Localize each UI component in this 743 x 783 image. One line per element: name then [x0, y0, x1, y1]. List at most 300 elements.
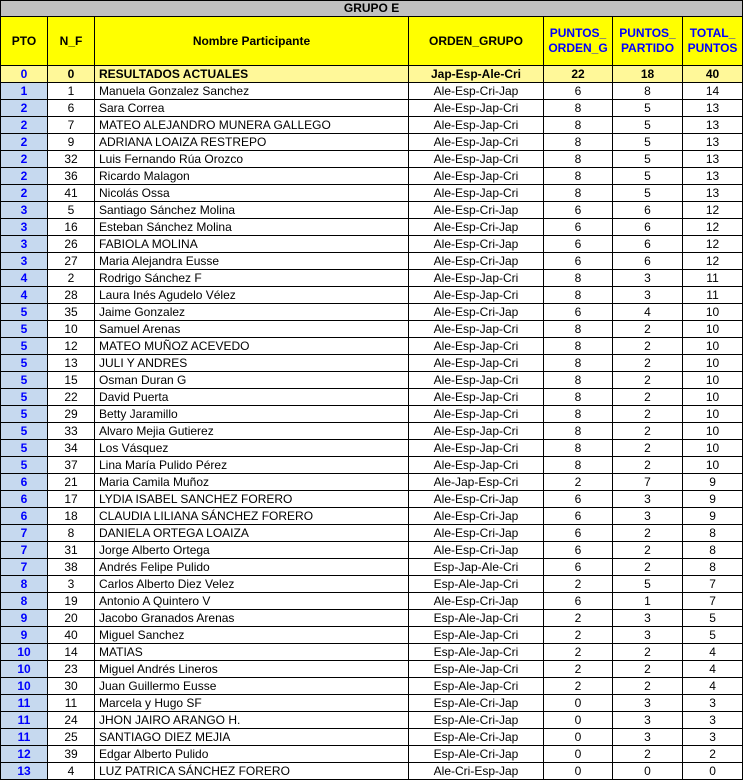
cell-nf: 22: [48, 389, 95, 406]
cell-pto: 0: [1, 66, 48, 83]
header-nf: N_F: [48, 17, 95, 66]
table-row: [1, 185, 743, 202]
cell-total: 3: [683, 712, 743, 729]
cell-puntos-orden: 2: [544, 610, 613, 627]
cell-nf: 19: [48, 593, 95, 610]
cell-total: 9: [683, 508, 743, 525]
cell-total: 8: [683, 525, 743, 542]
cell-name: CLAUDIA LILIANA SÁNCHEZ FORERO: [95, 508, 409, 525]
cell-nf: 8: [48, 525, 95, 542]
cell-orden: Ale-Esp-Jap-Cri: [409, 457, 544, 474]
cell-total: 4: [683, 678, 743, 695]
cell-total: 10: [683, 372, 743, 389]
cell-total: 7: [683, 593, 743, 610]
cell-orden: Esp-Ale-Cri-Jap: [409, 712, 544, 729]
cell-nf: 34: [48, 440, 95, 457]
cell-nf: 14: [48, 644, 95, 661]
cell-nf: 2: [48, 270, 95, 287]
cell-pto: 10: [1, 678, 48, 695]
table-row: [1, 83, 743, 100]
cell-pto: 2: [1, 185, 48, 202]
cell-orden: Ale-Esp-Jap-Cri: [409, 270, 544, 287]
cell-orden: Ale-Esp-Cri-Jap: [409, 219, 544, 236]
cell-puntos-partido: 2: [613, 355, 683, 372]
cell-puntos-partido: 18: [613, 66, 683, 83]
cell-nf: 26: [48, 236, 95, 253]
cell-puntos-partido: 3: [613, 729, 683, 746]
cell-pto: 6: [1, 491, 48, 508]
cell-puntos-orden: 8: [544, 134, 613, 151]
table-row: [1, 661, 743, 678]
table-row: [1, 287, 743, 304]
cell-pto: 6: [1, 508, 48, 525]
cell-puntos-partido: 2: [613, 389, 683, 406]
cell-puntos-partido: 2: [613, 338, 683, 355]
cell-total: 2: [683, 746, 743, 763]
cell-pto: 4: [1, 287, 48, 304]
cell-total: 8: [683, 542, 743, 559]
cell-name: Miguel Sanchez: [95, 627, 409, 644]
table-row: [1, 457, 743, 474]
cell-puntos-orden: 8: [544, 168, 613, 185]
cell-name: JHON JAIRO ARANGO H.: [95, 712, 409, 729]
cell-puntos-orden: 2: [544, 661, 613, 678]
cell-puntos-orden: 2: [544, 644, 613, 661]
cell-puntos-partido: 6: [613, 219, 683, 236]
table-row: [1, 440, 743, 457]
table-row: [1, 729, 743, 746]
cell-name: Esteban Sánchez Molina: [95, 219, 409, 236]
cell-total: 13: [683, 100, 743, 117]
cell-nf: 6: [48, 100, 95, 117]
cell-nf: 23: [48, 661, 95, 678]
cell-puntos-partido: 2: [613, 542, 683, 559]
cell-orden: Esp-Jap-Ale-Cri: [409, 559, 544, 576]
cell-puntos-partido: 2: [613, 423, 683, 440]
cell-puntos-orden: 6: [544, 202, 613, 219]
cell-puntos-partido: 0: [613, 763, 683, 780]
cell-name: Osman Duran G: [95, 372, 409, 389]
cell-orden: Ale-Esp-Jap-Cri: [409, 134, 544, 151]
cell-puntos-orden: 0: [544, 729, 613, 746]
cell-pto: 3: [1, 236, 48, 253]
cell-nf: 0: [48, 66, 95, 83]
cell-puntos-partido: 2: [613, 525, 683, 542]
cell-puntos-partido: 2: [613, 661, 683, 678]
cell-total: 10: [683, 440, 743, 457]
cell-name: Jaime Gonzalez: [95, 304, 409, 321]
cell-pto: 5: [1, 321, 48, 338]
table-row: [1, 253, 743, 270]
cell-nf: 20: [48, 610, 95, 627]
cell-total: 12: [683, 202, 743, 219]
cell-puntos-partido: 2: [613, 559, 683, 576]
cell-pto: 2: [1, 168, 48, 185]
table-row: [1, 389, 743, 406]
cell-name: Santiago Sánchez Molina: [95, 202, 409, 219]
table-row: [1, 134, 743, 151]
cell-puntos-orden: 8: [544, 389, 613, 406]
cell-puntos-partido: 2: [613, 406, 683, 423]
table-row: [1, 117, 743, 134]
table-row: [1, 678, 743, 695]
cell-name: MATIAS: [95, 644, 409, 661]
table-row: [1, 559, 743, 576]
cell-orden: Ale-Jap-Esp-Cri: [409, 474, 544, 491]
cell-pto: 5: [1, 457, 48, 474]
cell-puntos-orden: 2: [544, 627, 613, 644]
cell-puntos-orden: 8: [544, 287, 613, 304]
cell-puntos-partido: 2: [613, 372, 683, 389]
cell-puntos-partido: 7: [613, 474, 683, 491]
cell-puntos-partido: 3: [613, 287, 683, 304]
cell-puntos-partido: 8: [613, 83, 683, 100]
cell-puntos-orden: 6: [544, 593, 613, 610]
cell-total: 12: [683, 236, 743, 253]
cell-orden: Esp-Ale-Jap-Cri: [409, 678, 544, 695]
cell-total: 11: [683, 270, 743, 287]
cell-puntos-partido: 6: [613, 202, 683, 219]
cell-puntos-orden: 8: [544, 117, 613, 134]
cell-nf: 16: [48, 219, 95, 236]
table-row: [1, 151, 743, 168]
cell-orden: Esp-Ale-Cri-Jap: [409, 729, 544, 746]
cell-orden: Ale-Esp-Cri-Jap: [409, 304, 544, 321]
cell-nf: 11: [48, 695, 95, 712]
cell-pto: 7: [1, 525, 48, 542]
cell-name: Edgar Alberto Pulido: [95, 746, 409, 763]
cell-total: 4: [683, 661, 743, 678]
cell-nf: 7: [48, 117, 95, 134]
cell-puntos-partido: 5: [613, 134, 683, 151]
cell-puntos-partido: 5: [613, 151, 683, 168]
header-puntos-orden: PUNTOS_ ORDEN_G: [544, 17, 613, 66]
cell-orden: Ale-Esp-Cri-Jap: [409, 253, 544, 270]
cell-puntos-orden: 0: [544, 695, 613, 712]
cell-total: 40: [683, 66, 743, 83]
cell-puntos-orden: 6: [544, 253, 613, 270]
cell-orden: Ale-Esp-Cri-Jap: [409, 525, 544, 542]
cell-puntos-orden: 0: [544, 763, 613, 780]
cell-nf: 24: [48, 712, 95, 729]
cell-name: Lina María Pulido Pérez: [95, 457, 409, 474]
cell-nf: 40: [48, 627, 95, 644]
cell-name: Marcela y Hugo SF: [95, 695, 409, 712]
table-row: [1, 695, 743, 712]
cell-puntos-partido: 3: [613, 508, 683, 525]
table-row: [1, 491, 743, 508]
cell-name: LYDIA ISABEL SANCHEZ FORERO: [95, 491, 409, 508]
cell-puntos-orden: 6: [544, 508, 613, 525]
cell-orden: Esp-Ale-Cri-Jap: [409, 746, 544, 763]
cell-nf: 12: [48, 338, 95, 355]
cell-name: David Puerta: [95, 389, 409, 406]
cell-puntos-partido: 6: [613, 253, 683, 270]
table-row: [1, 746, 743, 763]
cell-orden: Esp-Ale-Jap-Cri: [409, 627, 544, 644]
cell-puntos-partido: 5: [613, 576, 683, 593]
cell-nf: 37: [48, 457, 95, 474]
cell-total: 13: [683, 151, 743, 168]
cell-puntos-orden: 6: [544, 559, 613, 576]
cell-name: JULI Y ANDRES: [95, 355, 409, 372]
cell-puntos-orden: 8: [544, 440, 613, 457]
cell-orden: Ale-Esp-Jap-Cri: [409, 185, 544, 202]
table-row: [1, 338, 743, 355]
cell-nf: 10: [48, 321, 95, 338]
cell-puntos-partido: 5: [613, 185, 683, 202]
cell-name: Manuela Gonzalez Sanchez: [95, 83, 409, 100]
cell-orden: Ale-Esp-Cri-Jap: [409, 542, 544, 559]
cell-nf: 15: [48, 372, 95, 389]
cell-orden: Ale-Esp-Cri-Jap: [409, 236, 544, 253]
cell-pto: 11: [1, 712, 48, 729]
cell-puntos-orden: 8: [544, 270, 613, 287]
cell-puntos-partido: 3: [613, 627, 683, 644]
cell-nf: 5: [48, 202, 95, 219]
cell-orden: Esp-Ale-Jap-Cri: [409, 644, 544, 661]
cell-puntos-orden: 2: [544, 678, 613, 695]
header-orden: ORDEN_GRUPO: [409, 17, 544, 66]
cell-puntos-orden: 8: [544, 151, 613, 168]
cell-puntos-orden: 8: [544, 100, 613, 117]
table-row: [1, 202, 743, 219]
cell-orden: Ale-Esp-Jap-Cri: [409, 389, 544, 406]
cell-pto: 10: [1, 644, 48, 661]
cell-pto: 11: [1, 695, 48, 712]
header-puntos-partido: PUNTOS_ PARTIDO: [613, 17, 683, 66]
header-name: Nombre Participante: [95, 17, 409, 66]
cell-name: Maria Camila Muñoz: [95, 474, 409, 491]
cell-nf: 29: [48, 406, 95, 423]
cell-name: FABIOLA MOLINA: [95, 236, 409, 253]
table-row: [1, 270, 743, 287]
cell-orden: Ale-Esp-Cri-Jap: [409, 202, 544, 219]
cell-name: Maria Alejandra Eusse: [95, 253, 409, 270]
cell-orden: Ale-Esp-Cri-Jap: [409, 508, 544, 525]
cell-total: 13: [683, 134, 743, 151]
cell-name: Antonio A Quintero V: [95, 593, 409, 610]
cell-total: 8: [683, 559, 743, 576]
cell-puntos-partido: 6: [613, 236, 683, 253]
cell-name: ADRIANA LOAIZA RESTREPO: [95, 134, 409, 151]
cell-nf: 39: [48, 746, 95, 763]
cell-orden: Ale-Esp-Jap-Cri: [409, 117, 544, 134]
cell-pto: 8: [1, 593, 48, 610]
cell-total: 10: [683, 355, 743, 372]
cell-nf: 33: [48, 423, 95, 440]
cell-orden: Ale-Esp-Cri-Jap: [409, 593, 544, 610]
table-row: [1, 406, 743, 423]
table-row: [1, 168, 743, 185]
cell-orden: Esp-Ale-Jap-Cri: [409, 576, 544, 593]
cell-orden: Ale-Esp-Jap-Cri: [409, 168, 544, 185]
cell-name: Los Vásquez: [95, 440, 409, 457]
cell-puntos-partido: 2: [613, 457, 683, 474]
cell-total: 13: [683, 185, 743, 202]
cell-total: 3: [683, 695, 743, 712]
cell-puntos-partido: 2: [613, 644, 683, 661]
cell-puntos-orden: 0: [544, 712, 613, 729]
cell-pto: 4: [1, 270, 48, 287]
cell-orden: Esp-Ale-Jap-Cri: [409, 610, 544, 627]
cell-orden: Ale-Esp-Jap-Cri: [409, 355, 544, 372]
table-row: [1, 100, 743, 117]
cell-puntos-partido: 5: [613, 117, 683, 134]
table-row: [1, 321, 743, 338]
cell-pto: 10: [1, 661, 48, 678]
cell-pto: 9: [1, 610, 48, 627]
cell-total: 11: [683, 287, 743, 304]
cell-name: Betty Jaramillo: [95, 406, 409, 423]
cell-name: LUZ PATRICA SÁNCHEZ FORERO: [95, 763, 409, 780]
cell-name: Luis Fernando Rúa Orozco: [95, 151, 409, 168]
cell-puntos-partido: 5: [613, 100, 683, 117]
cell-puntos-orden: 8: [544, 406, 613, 423]
cell-pto: 12: [1, 746, 48, 763]
table-row: [1, 542, 743, 559]
cell-orden: Ale-Esp-Cri-Jap: [409, 491, 544, 508]
cell-total: 9: [683, 491, 743, 508]
cell-puntos-partido: 2: [613, 440, 683, 457]
table-row: [1, 423, 743, 440]
cell-puntos-orden: 6: [544, 491, 613, 508]
cell-name: Ricardo Malagon: [95, 168, 409, 185]
cell-puntos-partido: 3: [613, 610, 683, 627]
cell-total: 10: [683, 321, 743, 338]
cell-puntos-orden: 6: [544, 236, 613, 253]
cell-orden: Jap-Esp-Ale-Cri: [409, 66, 544, 83]
cell-nf: 32: [48, 151, 95, 168]
cell-total: 10: [683, 338, 743, 355]
cell-nf: 36: [48, 168, 95, 185]
table-row: [1, 610, 743, 627]
cell-puntos-orden: 22: [544, 66, 613, 83]
cell-nf: 21: [48, 474, 95, 491]
cell-name: MATEO ALEJANDRO MUNERA GALLEGO: [95, 117, 409, 134]
cell-puntos-partido: 5: [613, 168, 683, 185]
cell-puntos-orden: 6: [544, 542, 613, 559]
result-row: [1, 66, 743, 83]
cell-pto: 2: [1, 134, 48, 151]
cell-name: RESULTADOS ACTUALES: [95, 66, 409, 83]
cell-total: 13: [683, 168, 743, 185]
cell-nf: 9: [48, 134, 95, 151]
cell-pto: 5: [1, 440, 48, 457]
cell-nf: 31: [48, 542, 95, 559]
cell-pto: 3: [1, 202, 48, 219]
header-pto: PTO: [1, 17, 48, 66]
cell-nf: 27: [48, 253, 95, 270]
cell-name: Rodrigo Sánchez F: [95, 270, 409, 287]
cell-puntos-partido: 3: [613, 491, 683, 508]
cell-nf: 35: [48, 304, 95, 321]
table-row: [1, 372, 743, 389]
cell-puntos-orden: 6: [544, 83, 613, 100]
cell-nf: 41: [48, 185, 95, 202]
cell-pto: 2: [1, 100, 48, 117]
cell-total: 10: [683, 389, 743, 406]
cell-orden: Ale-Esp-Jap-Cri: [409, 100, 544, 117]
table-row: [1, 304, 743, 321]
cell-puntos-orden: 8: [544, 321, 613, 338]
cell-total: 10: [683, 406, 743, 423]
cell-name: Laura Inés Agudelo Vélez: [95, 287, 409, 304]
cell-total: 4: [683, 644, 743, 661]
cell-puntos-orden: 2: [544, 474, 613, 491]
cell-name: Alvaro Mejia Gutierez: [95, 423, 409, 440]
cell-nf: 1: [48, 83, 95, 100]
cell-pto: 3: [1, 253, 48, 270]
table-row: [1, 236, 743, 253]
cell-puntos-orden: 8: [544, 423, 613, 440]
cell-name: Jorge Alberto Ortega: [95, 542, 409, 559]
cell-nf: 13: [48, 355, 95, 372]
table-row: [1, 576, 743, 593]
cell-total: 3: [683, 729, 743, 746]
cell-puntos-orden: 6: [544, 219, 613, 236]
cell-orden: Ale-Esp-Jap-Cri: [409, 338, 544, 355]
cell-puntos-partido: 3: [613, 270, 683, 287]
cell-pto: 13: [1, 763, 48, 780]
cell-name: MATEO MUÑOZ ACEVEDO: [95, 338, 409, 355]
cell-puntos-partido: 2: [613, 321, 683, 338]
cell-puntos-orden: 8: [544, 372, 613, 389]
cell-orden: Ale-Esp-Jap-Cri: [409, 440, 544, 457]
cell-name: Andrés Felipe Pulido: [95, 559, 409, 576]
cell-puntos-orden: 6: [544, 304, 613, 321]
cell-pto: 9: [1, 627, 48, 644]
table-row: [1, 355, 743, 372]
group-title: GRUPO E: [1, 1, 743, 17]
cell-name: SANTIAGO DIEZ MEJIA: [95, 729, 409, 746]
cell-orden: Ale-Esp-Jap-Cri: [409, 423, 544, 440]
table-row: [1, 219, 743, 236]
cell-puntos-partido: 2: [613, 746, 683, 763]
cell-puntos-orden: 8: [544, 338, 613, 355]
cell-pto: 2: [1, 151, 48, 168]
cell-puntos-orden: 0: [544, 746, 613, 763]
cell-pto: 5: [1, 338, 48, 355]
cell-nf: 3: [48, 576, 95, 593]
cell-orden: Ale-Esp-Jap-Cri: [409, 151, 544, 168]
cell-orden: Ale-Esp-Jap-Cri: [409, 406, 544, 423]
cell-pto: 8: [1, 576, 48, 593]
cell-total: 7: [683, 576, 743, 593]
cell-pto: 7: [1, 559, 48, 576]
cell-name: Juan Guillermo Eusse: [95, 678, 409, 695]
cell-total: 5: [683, 627, 743, 644]
cell-nf: 25: [48, 729, 95, 746]
cell-pto: 7: [1, 542, 48, 559]
cell-orden: Ale-Cri-Esp-Jap: [409, 763, 544, 780]
cell-puntos-orden: 8: [544, 355, 613, 372]
header-total: TOTAL_ PUNTOS: [683, 17, 743, 66]
table-row: [1, 593, 743, 610]
cell-nf: 18: [48, 508, 95, 525]
cell-name: Sara Correa: [95, 100, 409, 117]
cell-puntos-partido: 4: [613, 304, 683, 321]
table-row: [1, 474, 743, 491]
cell-total: 12: [683, 219, 743, 236]
cell-orden: Ale-Esp-Cri-Jap: [409, 83, 544, 100]
cell-nf: 17: [48, 491, 95, 508]
cell-orden: Ale-Esp-Jap-Cri: [409, 287, 544, 304]
cell-total: 0: [683, 763, 743, 780]
cell-name: Jacobo Granados Arenas: [95, 610, 409, 627]
cell-pto: 5: [1, 389, 48, 406]
table-row: [1, 627, 743, 644]
